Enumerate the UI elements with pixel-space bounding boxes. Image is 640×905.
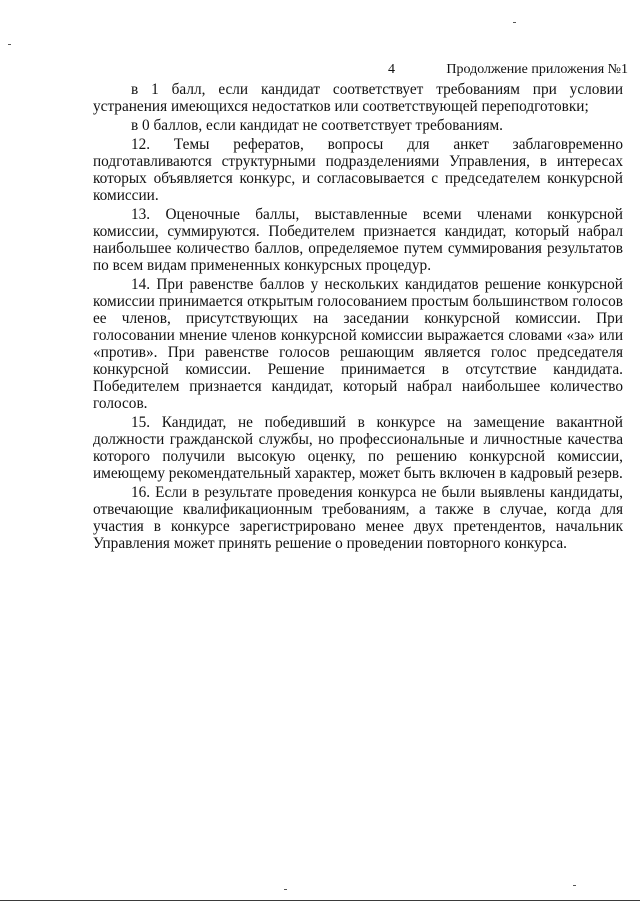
scan-speck: [513, 22, 516, 23]
paragraph-item-12: 12. Темы рефератов, вопросы для анкет заблаговременно подготавливаются структурными подразделениями Управления, в интересах которых объявляется конкурс, и согласовывается с председателем конкурсной комиссии.: [93, 136, 623, 204]
scan-speck: [8, 44, 11, 45]
page-number: 4: [388, 62, 395, 77]
scan-speck: [284, 889, 287, 890]
scan-speck: [573, 885, 576, 886]
appendix-continuation-note: Продолжение приложения №1: [446, 62, 628, 77]
document-body: [93, 81, 623, 552]
page-header: [0, 62, 640, 82]
paragraph-item-14: 14. При равенстве баллов у нескольких кандидатов решение конкурсной комиссии принимается открытым голосованием простым большинством голосов ее членов, присутствующих на заседании конкурсной комиссии. При голосовании мнение членов конкурсной комиссии выражается словами «за» или «против». При равенстве голосов решающим является голос председателя конкурсной комиссии. Решение принимается в отсутствие кандидата. Победителем признается кандидат, который набрал наибольшее количество голосов.: [93, 276, 623, 412]
scan-edge-line: [0, 900, 640, 901]
paragraph-item-15: 15. Кандидат, не победивший в конкурсе на замещение вакантной должности гражданской службы, но профессиональные и личностные качества которого получили высокую оценку, по решению конкурсной комиссии, имеющему рекомендательный характер, может быть включен в кадровый резерв.: [93, 414, 623, 482]
paragraph-score-one: в 1 балл, если кандидат соответствует требованиям при условии устранения имеющихся недостатков или соответствующей переподготовки;: [93, 81, 623, 115]
paragraph-item-13: 13. Оценочные баллы, выставленные всеми членами конкурсной комиссии, суммируются. Победителем признается кандидат, который набрал наибольшее количество баллов, определяемое путем суммирования результатов по всем видам примененных конкурсных процедур.: [93, 206, 623, 274]
paragraph-score-zero: в 0 баллов, если кандидат не соответствует требованиям.: [131, 117, 503, 134]
paragraph-item-16: 16. Если в результате проведения конкурса не были выявлены кандидаты, отвечающие квалификационным требованиям, а также в случае, когда для участия в конкурсе зарегистрировано менее двух претендентов, начальник Управления может принять решение о проведении повторного конкурса.: [93, 484, 623, 552]
